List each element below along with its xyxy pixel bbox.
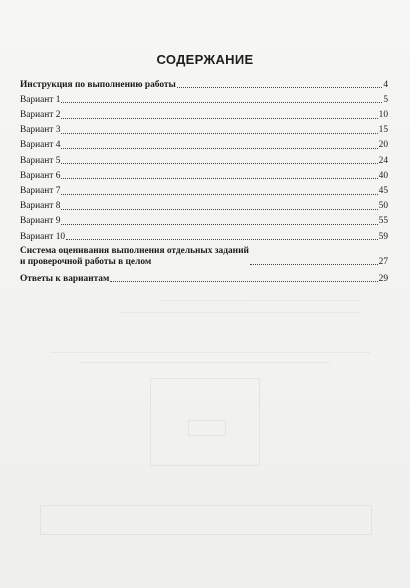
- toc-entry-page: 29: [378, 273, 388, 284]
- toc-entry-page: 24: [378, 155, 388, 166]
- toc-entry-variant-6[interactable]: [20, 166, 388, 181]
- page-title: СОДЕРЖАНИЕ: [156, 51, 254, 67]
- bleed-through-line: [50, 352, 370, 353]
- toc-entry-label: Вариант 8: [20, 201, 61, 212]
- dot-leader: [110, 281, 377, 282]
- toc-entry-page: 15: [378, 125, 388, 136]
- dot-leader: [61, 163, 377, 164]
- toc-entry-page: 4: [383, 79, 388, 90]
- dot-leader: [61, 178, 377, 179]
- toc-entry-variant-8[interactable]: [20, 197, 388, 212]
- toc-entry-page: 5: [383, 94, 388, 105]
- dot-leader: [61, 118, 377, 119]
- toc-entry-variant-1[interactable]: [20, 90, 388, 105]
- toc-entry-page: 10: [378, 110, 388, 121]
- dot-leader: [250, 264, 378, 265]
- bleed-through-line: [120, 312, 360, 313]
- toc-entry-page: 27: [378, 256, 388, 267]
- toc-entry-label: Вариант 7: [20, 186, 61, 196]
- toc-entry-label: [20, 246, 249, 267]
- dot-leader: [61, 102, 382, 103]
- toc-entry-variant-3[interactable]: [20, 121, 388, 136]
- toc-entry-page: 45: [378, 186, 388, 196]
- toc-entry-label: Инструкция по выполнению работы: [20, 79, 176, 90]
- toc-entry-answers[interactable]: [20, 269, 388, 284]
- toc-entry-label: Вариант 10: [20, 231, 66, 242]
- toc-entry-label: Ответы к вариантам: [20, 273, 110, 284]
- toc-entry-label: Вариант 4: [20, 140, 61, 151]
- bleed-through-table: [40, 505, 372, 535]
- dot-leader: [61, 133, 377, 134]
- toc-entry-label: Вариант 3: [20, 125, 61, 136]
- bleed-through-figure: [188, 420, 226, 436]
- bleed-through-line: [80, 362, 330, 363]
- toc-entry-variant-9[interactable]: [20, 212, 388, 227]
- toc-entry-label: Вариант 5: [20, 155, 61, 166]
- toc-entry-page: 20: [378, 140, 388, 151]
- dot-leader: [61, 148, 377, 149]
- dot-leader: [177, 87, 382, 88]
- toc-entry-variant-10[interactable]: [20, 227, 388, 242]
- toc-entry-variant-5[interactable]: [20, 151, 388, 166]
- toc-entry-page: 40: [378, 170, 388, 181]
- toc-entry-variant-2[interactable]: [20, 105, 388, 120]
- toc-entry-label: Вариант 6: [20, 170, 61, 181]
- toc-entry-label-line-2: и проверочной работы в целом: [20, 256, 152, 267]
- toc-entry-label: Вариант 2: [20, 110, 61, 121]
- dot-leader: [66, 239, 378, 240]
- toc-entry-label: Вариант 1: [20, 94, 61, 105]
- dot-leader: [61, 194, 377, 195]
- toc-entry-page: 50: [378, 201, 388, 212]
- dot-leader: [61, 224, 377, 225]
- table-of-contents: [20, 75, 388, 284]
- dot-leader: [61, 209, 377, 210]
- bleed-through-line: [160, 300, 360, 301]
- toc-entry-page: 59: [378, 231, 388, 242]
- toc-entry-label: Вариант 9: [20, 216, 61, 227]
- toc-entry-grading-system[interactable]: [20, 242, 388, 267]
- toc-entry-page: 55: [378, 216, 388, 227]
- toc-entry-label-line-1: Система оценивания выполнения отдельных заданий: [20, 246, 249, 257]
- toc-entry-instructions[interactable]: [20, 75, 388, 90]
- toc-entry-variant-7[interactable]: [20, 181, 388, 196]
- toc-entry-variant-4[interactable]: [20, 136, 388, 151]
